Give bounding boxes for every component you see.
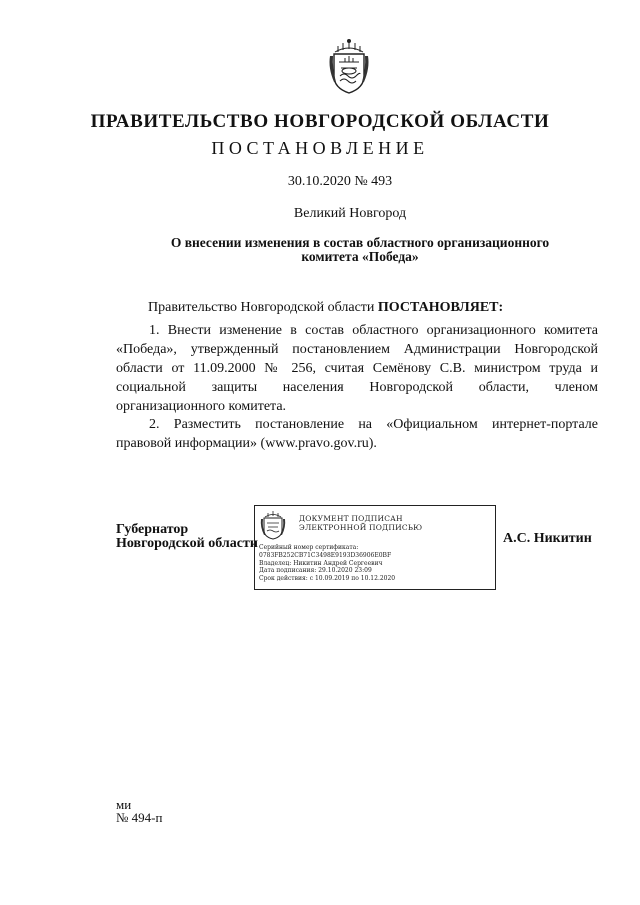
signatory-position [116,523,258,551]
coat-of-arms-icon [326,38,372,96]
stamp-signed-date: Дата подписания: 29.10.2020 23:09 [259,567,372,575]
date-number: 30.10.2020 № 493 [287,174,393,189]
stamp-details [259,544,395,583]
subject-line-1: О внесении изменения в состав областного организационного [170,235,550,250]
stamp-owner: Владелец: Никитин Андрей Сергеевич [259,559,383,567]
registration-block [116,798,162,824]
stamp-title [299,514,489,532]
stamp-serial: 0783FB252CB71C3498E9193D36906E0BF [259,551,392,559]
subject-title [140,236,580,264]
government-title: ПРАВИТЕЛЬСТВО НОВГОРОДСКОЙ ОБЛАСТИ [90,111,550,132]
decree-line [148,300,503,316]
position-line-2: Новгородской области [116,536,258,551]
decree-prefix: Правительство Новгородской области [148,300,375,315]
paragraph-1: 1. Внести изменение в состав областного организационного комитета «Победа», утвержденный постановлением Администрации Новгородской области от 11.09.2000 № 256, считая Семёнову С.В. министром труда и социальной защиты населения Новгородской области, членом организационного комитета. [116,323,598,414]
decree-word: ПОСТАНОВЛЯЕТ: [377,300,504,315]
stamp-title-line-1: ДОКУМЕНТ ПОДПИСАН [299,514,403,523]
paragraph-2: 2. Разместить постановление на «Официальном интернет-портале правовой информации» (www.pravo.gov.ru). [116,417,598,451]
document-type: ПОСТАНОВЛЕНИЕ [211,138,429,158]
signer-name: А.С. Никитин [503,531,592,546]
executor-initials: ми [116,797,132,812]
registration-number: № 494-п [116,810,163,825]
stamp-emblem-icon [259,509,287,541]
stamp-title-line-2: ЭЛЕКТРОННОЙ ПОДПИСЬЮ [299,523,423,532]
position-line-1: Губернатор [116,522,189,537]
city: Великий Новгород [293,206,407,221]
stamp-serial-label: Серийный номер сертификата: [259,544,359,551]
subject-line-2: комитета «Победа» [301,249,419,264]
electronic-signature-stamp [254,505,496,590]
stamp-validity: Срок действия: с 10.09.2019 по 10.12.2020 [259,575,396,583]
